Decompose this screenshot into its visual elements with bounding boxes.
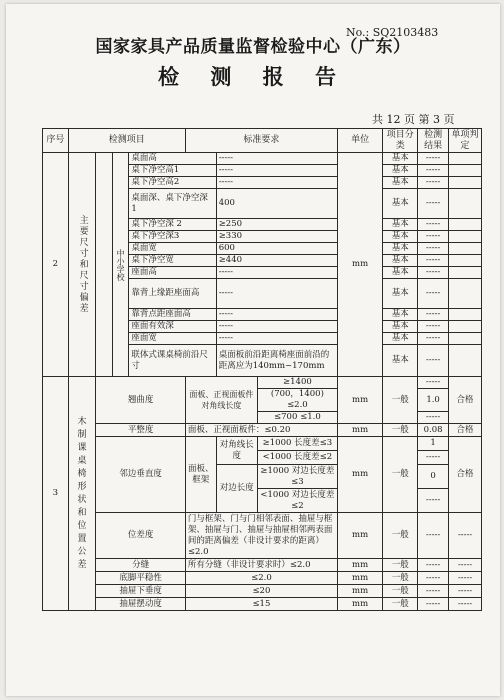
table-row: 位差度 门与框架、门与门相邻表面、抽屉与框架、抽屉与门、抽屉与抽屉相邻两表面间的距离偏差（非设计要求的距离）≤2.0 mm 一般 ----- -----: [43, 513, 482, 559]
table-row: 桌面深、桌下净空深 1 400 基本 -----: [43, 189, 482, 219]
table-row: 抽屉摆动度 ≤15 mm 一般 ----- -----: [43, 598, 482, 611]
report-page: [6, 4, 500, 696]
table-row: 邻边垂直度 面板、框架 对角线长度 ≥1000 长度差≤3 mm 一般 1 合格: [43, 437, 482, 451]
table-row: 靠背点距座面高 ----- 基本 -----: [43, 309, 482, 321]
table-row: 座面高 ----- 基本 -----: [43, 267, 482, 279]
section2-unit: mm: [337, 153, 382, 377]
report-number: No.: SQ2103483: [346, 26, 439, 39]
table-row: 联体式课桌椅前沿尺寸 桌面板前沿距离椅座面前沿的距离应为140mm~170mm 基本 -----: [43, 345, 482, 377]
inspection-table: [42, 128, 482, 611]
table-row: 桌下净空高2 ----- 基本 -----: [43, 177, 482, 189]
table-row: <1000 对边长度差≤2 -----: [43, 489, 482, 513]
table-row: 座面有效深 ----- 基本 -----: [43, 321, 482, 333]
table-row: 桌面宽 600 基本 -----: [43, 243, 482, 255]
table-row: 底脚平稳性 ≤2.0 mm 一般 ----- -----: [43, 572, 482, 585]
table-row: 座面宽 ----- 基本 -----: [43, 333, 482, 345]
col-category: 项目分类: [383, 129, 418, 153]
table-row: 桌下净空深 2 ≥250 基本 -----: [43, 219, 482, 231]
section2-blank: [96, 153, 112, 377]
col-unit: 单位: [337, 129, 382, 153]
col-item: 检测项目: [68, 129, 185, 153]
table-row: (700，1400) ≤2.0 1.0: [43, 389, 482, 412]
table-row: 对边长度 ≥1000 对边长度差≤3 0: [43, 465, 482, 489]
col-result: 检测结果: [418, 129, 449, 153]
table-row: 靠背上缘距座面高 ----- 基本 -----: [43, 279, 482, 309]
section2-group: 主要尺寸和尺寸偏差: [68, 153, 96, 377]
section3-group: 木制课桌椅形状和位置公差: [68, 377, 96, 611]
section2-number: 2: [43, 153, 69, 377]
col-judgement: 单项判定: [449, 129, 482, 153]
table-row: ≤700 ≤1.0 -----: [43, 412, 482, 424]
table-row: 桌下净空深3 ≥330 基本 -----: [43, 231, 482, 243]
col-seq: 序号: [43, 129, 69, 153]
table-row: 3 木制课桌椅形状和位置公差 翘曲度 面板、正视面板件对角线长度 ≥1400 mm 一般 ----- 合格: [43, 377, 482, 389]
table-row: 抽屉下垂度 ≤20 mm 一般 ----- -----: [43, 585, 482, 598]
section3-number: 3: [43, 377, 69, 611]
table-row: 2 主要尺寸和尺寸偏差 中小学校 桌面高 ----- mm 基本 -----: [43, 153, 482, 165]
table-row: 平整度 面板、正视面板件：≤0.20 mm 一般 0.08 合格: [43, 424, 482, 437]
col-requirement: 标准要求: [185, 129, 337, 153]
table-row: 桌下净空高1 ----- 基本 -----: [43, 165, 482, 177]
table-header-row: [43, 129, 482, 153]
section2-sub: 中小学校: [112, 153, 128, 377]
table-row: <1000 长度差≤2 -----: [43, 451, 482, 465]
report-title: 检 测 报 告: [158, 64, 348, 89]
table-row: 分缝 所有分缝（非设计要求时）≤2.0 mm 一般 ----- -----: [43, 559, 482, 572]
table-row: 桌下净空宽 ≥440 基本 -----: [43, 255, 482, 267]
organization-name: 国家家具产品质量监督检验中心（广东）: [95, 37, 411, 57]
page-info: 共 12 页 第 3 页: [372, 113, 455, 126]
